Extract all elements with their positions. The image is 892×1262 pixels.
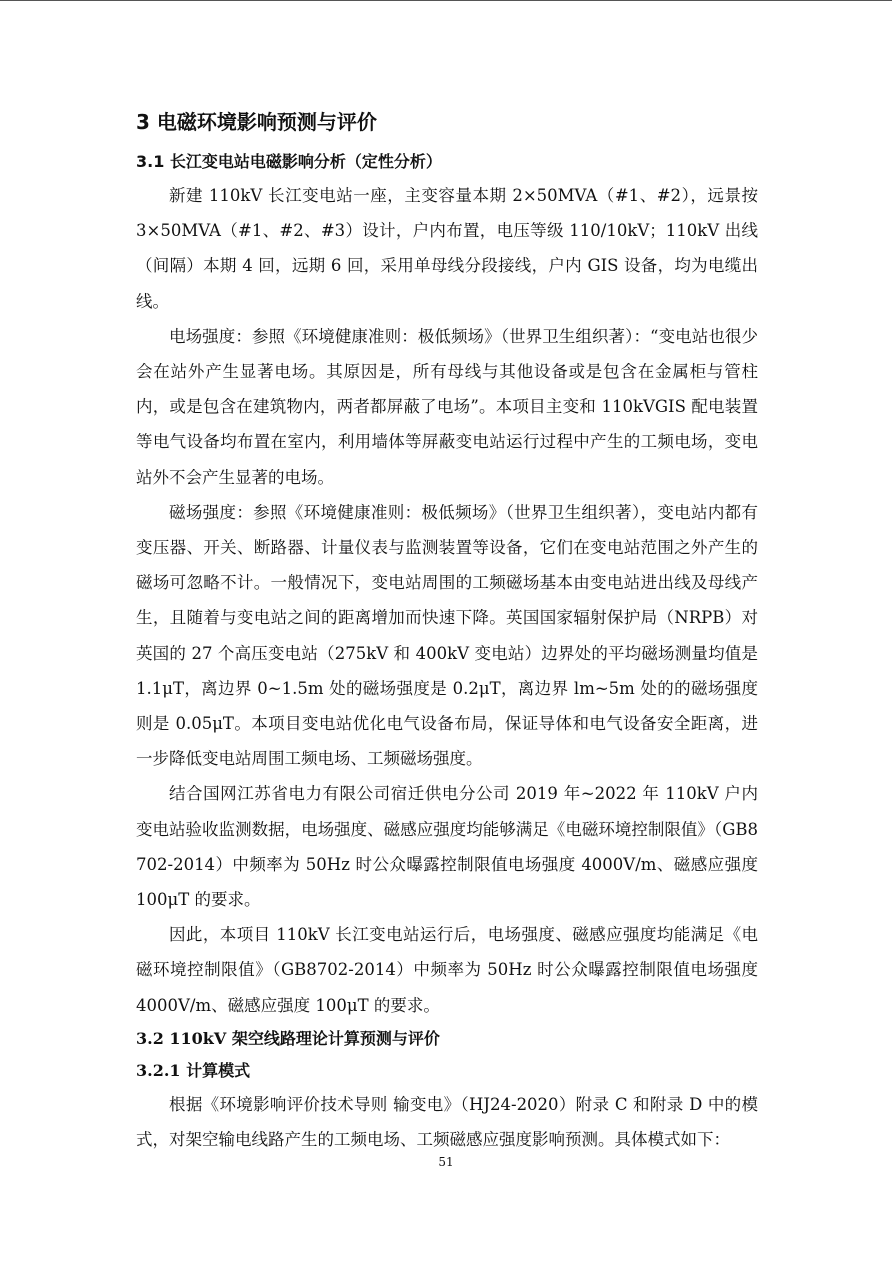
paragraph-magnetic-field: 磁场强度：参照《环境健康准则：极低频场》（世界卫生组织著），变电站内都有变压器、开关、断路器、计量仪表与监测装置等设备，它们在变电站范围之外产生的磁场可忽略不计。一般情况下，变电站周围的工频磁场基本由变电站进出线及母线产生，且随着与变电站之间的距离增加而快速下降。英国国家辐射保护局（NRPB）对英国的 27 个高压变电站（275kV 和 400kV 变电站）边界处的平均磁场测量均值是 1.1μT，离边界 0~1.5m 处的磁场强度是 0.2μT，离边界 lm~5m 处的的磁场强度则是 0.05μT。本项目变电站优化电气设备布局，保证导体和电气设备安全距离，进一步降低变电站周围工频电场、工频磁场强度。 xyxy=(136,502,758,769)
page-number: 51 xyxy=(438,1155,454,1169)
document-page xyxy=(136,106,758,1157)
subsection-heading-3-2-1: 3.2.1 计算模式 xyxy=(136,1060,251,1080)
subsection-heading-3-1: 3.1 长江变电站电磁影响分析（定性分析） xyxy=(136,152,442,171)
subsection-heading-3-2: 3.2 110kV 架空线路理论计算预测与评价 xyxy=(136,1028,440,1048)
paragraph-substation-overview: 新建 110kV 长江变电站一座，主变容量本期 2×50MVA（#1、#2），远景按 3×50MVA（#1、#2、#3）设计，户内布置，电压等级 110/10kV；110kV 出线（间隔）本期 4 回，远期 6 回，采用单母线分段接线，户内 GIS 设备，均为电缆出线。 xyxy=(136,186,758,311)
paragraph-monitoring-data: 结合国网江苏省电力有限公司宿迁供电分公司 2019 年~2022 年 110kV 户内变电站验收监测数据，电场强度、磁感应强度均能够满足《电磁环境控制限值》（GB8702-2014）中频率为 50Hz 时公众曝露控制限值电场强度 4000V/m、磁感应强度 100μT 的要求。 xyxy=(136,784,758,910)
section-heading: 3 电磁环境影响预测与评价 xyxy=(136,110,377,134)
paragraph-calculation-mode: 根据《环境影响评价技术导则 输变电》（HJ24-2020）附录 C 和附录 D 中的模式，对架空输电线路产生的工频电场、工频磁感应强度影响预测。具体模式如下： xyxy=(136,1094,758,1150)
top-border-line xyxy=(0,0,892,1)
paragraph-electric-field: 电场强度：参照《环境健康准则：极低频场》（世界卫生组织著）：“变电站也很少会在站外产生显著电场。其原因是，所有母线与其他设备或是包含在金属柜与管柱内，或是包含在建筑物内，两者都屏蔽了电场”。本项目主变和 110kVGIS 配电装置等电气设备均布置在室内，利用墙体等屏蔽变电站运行过程中产生的工频电场，变电站外不会产生显著的电场。 xyxy=(136,326,758,487)
paragraph-conclusion: 因此，本项目 110kV 长江变电站运行后，电场强度、磁感应强度均能满足《电磁环境控制限值》（GB8702-2014）中频率为 50Hz 时公众曝露控制限值电场强度 4000V/m、磁感应强度 100μT 的要求。 xyxy=(136,925,758,1015)
